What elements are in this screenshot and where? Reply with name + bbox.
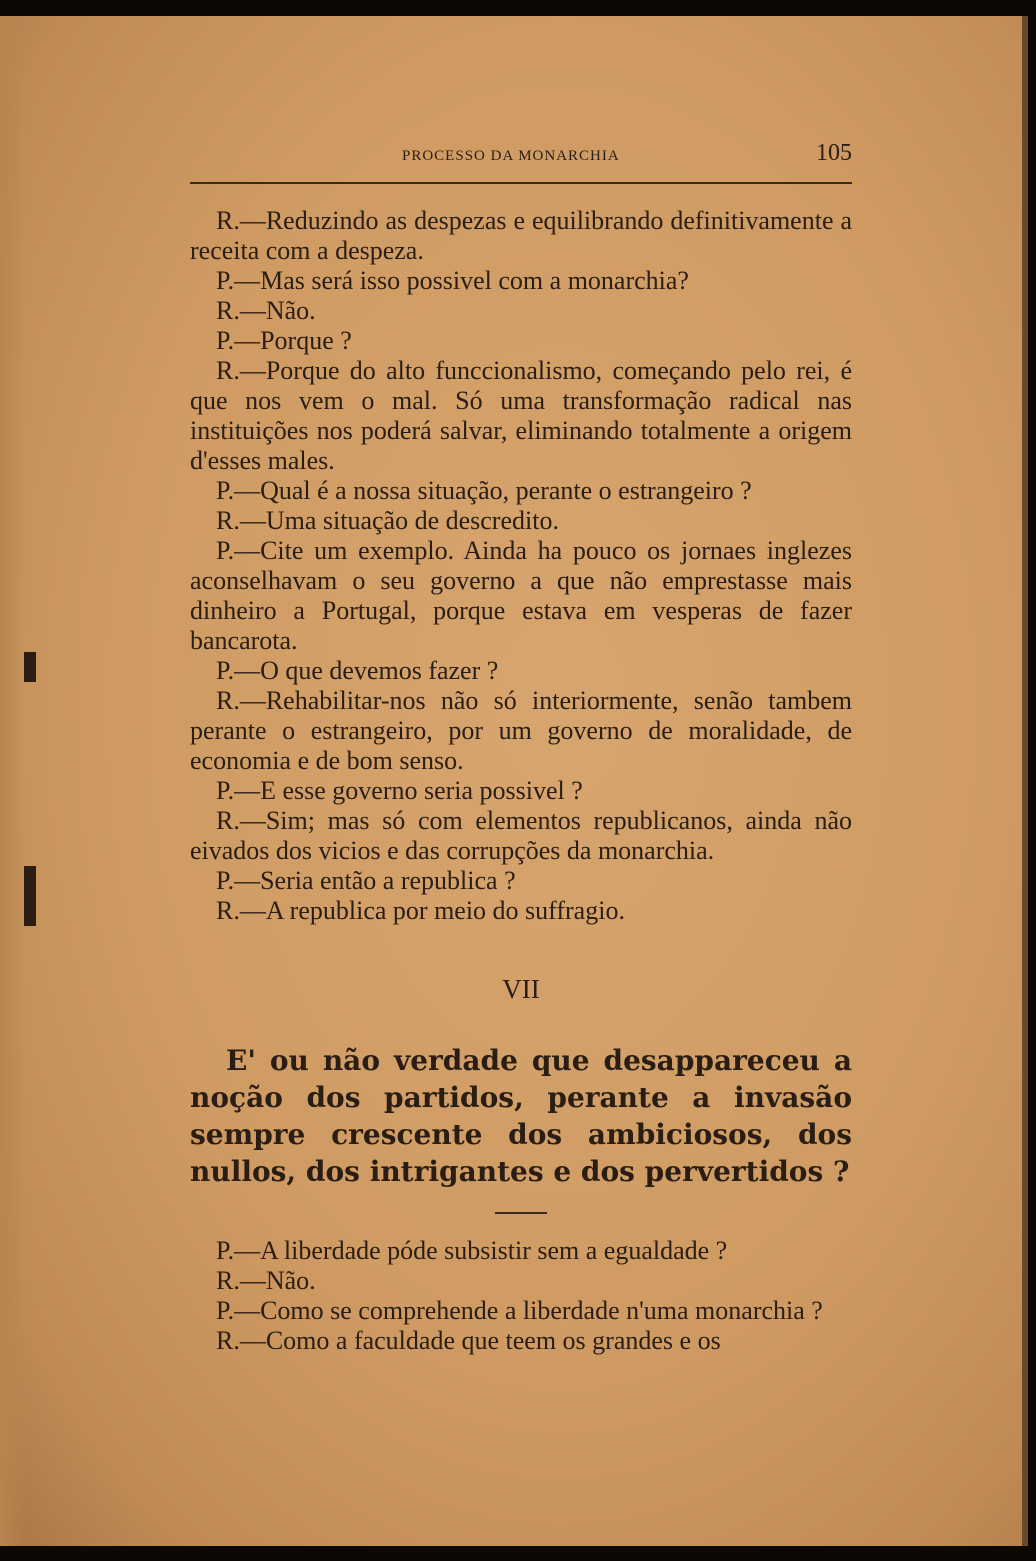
page-number: 105 [816,140,852,166]
paragraph: P.—Cite um exemplo. Ainda ha pouco os jornaes inglezes aconselhavam o seu governo a que não emprestasse mais dinheiro a Portugal, porque estava em vesperas de fazer bancarota. [190,536,852,655]
binding-thread [24,652,36,682]
section-numeral: VII [502,974,540,1004]
paragraph: P.—Seria então a republica ? [216,866,516,895]
paragraph: R.—A republica por meio do suffragio. [216,896,625,925]
page-body [190,206,852,1356]
paragraph: P.—Qual é a nossa situação, perante o estrangeiro ? [216,476,752,505]
paragraph: R.—Como a faculdade que teem os grandes e os [216,1326,721,1355]
paragraph: R.—Sim; mas só com elementos republicanos, ainda não eivados dos vicios e das corrupções da monarchia. [190,806,852,865]
section-rule [495,1212,547,1214]
section-question: E' ou não verdade que desappareceu a noção dos partidos, perante a invasão sempre crescente dos ambiciosos, dos nullos, dos intrigantes e dos pervertidos ? [190,1044,852,1188]
paragraph: P.—Mas será isso possivel com a monarchia? [216,266,689,295]
paragraph: P.—Porque ? [216,326,352,355]
paragraph: R.—Não. [216,296,316,325]
paragraph: P.—O que devemos fazer ? [216,656,499,685]
binding-thread [24,866,36,926]
paragraph: R.—Reduzindo as despezas e equilibrando definitivamente a receita com a despeza. [190,206,852,265]
page-header [190,140,852,170]
paragraph: R.—Uma situação de descredito. [216,506,559,535]
paragraph: R.—Não. [216,1266,316,1295]
paragraph: R.—Rehabilitar-nos não só interiormente, senão tambem perante o estrangeiro, por um governo de moralidade, de economia e de bom senso. [190,686,852,775]
paragraph: R.—Porque do alto funccionalismo, começando pelo rei, é que nos vem o mal. Só uma transformação radical nas instituições nos poderá salvar, eliminando totalmente a origem d'esses males. [190,356,852,475]
paragraph: P.—Como se comprehende a liberdade n'uma monarchia ? [216,1296,823,1325]
paragraph: P.—E esse governo seria possivel ? [216,776,583,805]
header-rule [190,182,852,184]
page-gutter [0,16,26,1546]
running-title: PROCESSO DA MONARCHIA [402,148,620,164]
paragraph: P.—A liberdade póde subsistir sem a egualdade ? [216,1236,728,1265]
